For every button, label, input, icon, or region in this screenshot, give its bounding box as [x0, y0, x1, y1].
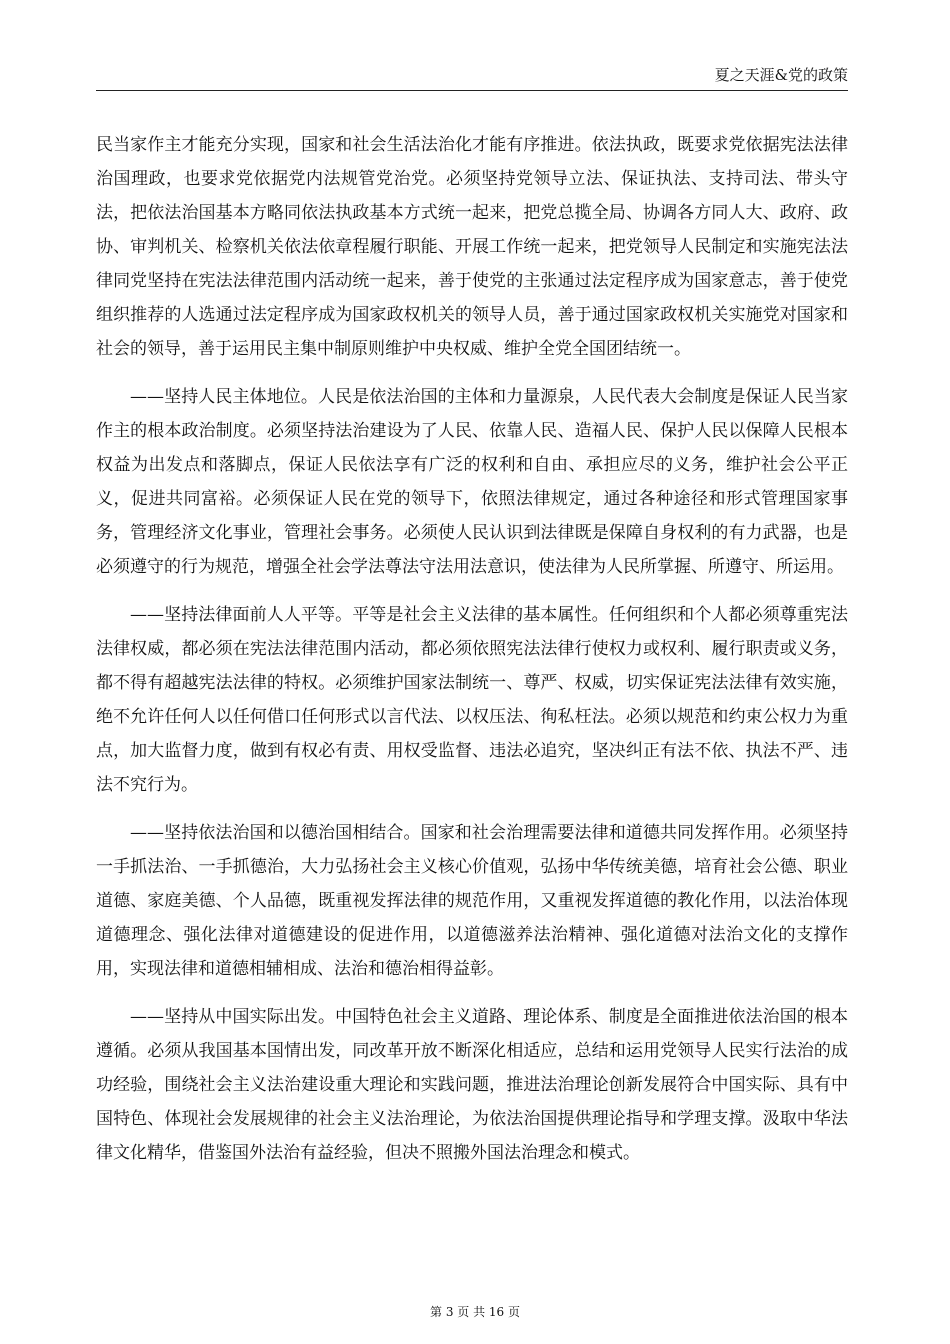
page-footer [0, 1304, 950, 1320]
page-header [96, 64, 848, 91]
page-number: 第 3 页 共 16 页 [430, 1305, 520, 1319]
paragraph-people-subject: ——坚持人民主体地位。人民是依法治国的主体和力量源泉，人民代表大会制度是保证人民当家作主的根本政治制度。必须坚持法治建设为了人民、依靠人民、造福人民、保护人民以保障人民根本权益为出发点和落脚点，保证人民依法享有广泛的权利和自由、承担应尽的义务，维护社会公平正义，促进共同富裕。必须保证人民在党的领导下，依照法律规定，通过各种途径和形式管理国家事务，管理经济文化事业，管理社会事务。必须使人民认识到法律既是保障自身权利的有力武器，也是必须遵守的行为规范，增强全社会学法尊法守法用法意识，使法律为人民所掌握、所遵守、所运用。 [96, 387, 848, 577]
header-title: 夏之天涯&党的政策 [714, 66, 848, 84]
paragraph-china-reality: ——坚持从中国实际出发。中国特色社会主义道路、理论体系、制度是全面推进依法治国的根本遵循。必须从我国基本国情出发，同改革开放不断深化相适应，总结和运用党领导人民实行法治的成功经验，围绕社会主义法治建设重大理论和实践问题，推进法治理论创新发展符合中国实际、具有中国特色、体现社会发展规律的社会主义法治理论，为依法治国提供理论指导和学理支撑。汲取中华法律文化精华，借鉴国外法治有益经验，但决不照搬外国法治理念和模式。 [96, 1007, 848, 1163]
document-body [96, 128, 848, 1184]
paragraph-continuation: 民当家作主才能充分实现，国家和社会生活法治化才能有序推进。依法执政，既要求党依据宪法法律治国理政，也要求党依据党内法规管党治党。必须坚持党领导立法、保证执法、支持司法、带头守法，把依法治国基本方略同依法执政基本方式统一起来，把党总揽全局、协调各方同人大、政府、政协、审判机关、检察机关依法依章程履行职能、开展工作统一起来，把党领导人民制定和实施宪法法律同党坚持在宪法法律范围内活动统一起来，善于使党的主张通过法定程序成为国家意志，善于使党组织推荐的人选通过法定程序成为国家政权机关的领导人员，善于通过国家政权机关实施党对国家和社会的领导，善于运用民主集中制原则维护中央权威、维护全党全国团结统一。 [96, 135, 848, 359]
paragraph-equality: ——坚持法律面前人人平等。平等是社会主义法律的基本属性。任何组织和个人都必须尊重宪法法律权威，都必须在宪法法律范围内活动，都必须依照宪法法律行使权力或权利、履行职责或义务，都不得有超越宪法法律的特权。必须维护国家法制统一、尊严、权威，切实保证宪法法律有效实施，绝不允许任何人以任何借口任何形式以言代法、以权压法、徇私枉法。必须以规范和约束公权力为重点，加大监督力度，做到有权必有责、用权受监督、违法必追究，坚决纠正有法不依、执法不严、违法不究行为。 [96, 605, 848, 795]
paragraph-law-and-morality: ——坚持依法治国和以德治国相结合。国家和社会治理需要法律和道德共同发挥作用。必须坚持一手抓法治、一手抓德治，大力弘扬社会主义核心价值观，弘扬中华传统美德，培育社会公德、职业道德、家庭美德、个人品德，既重视发挥法律的规范作用，又重视发挥道德的教化作用，以法治体现道德理念、强化法律对道德建设的促进作用，以道德滋养法治精神、强化道德对法治文化的支撑作用，实现法律和道德相辅相成、法治和德治相得益彰。 [96, 823, 848, 979]
